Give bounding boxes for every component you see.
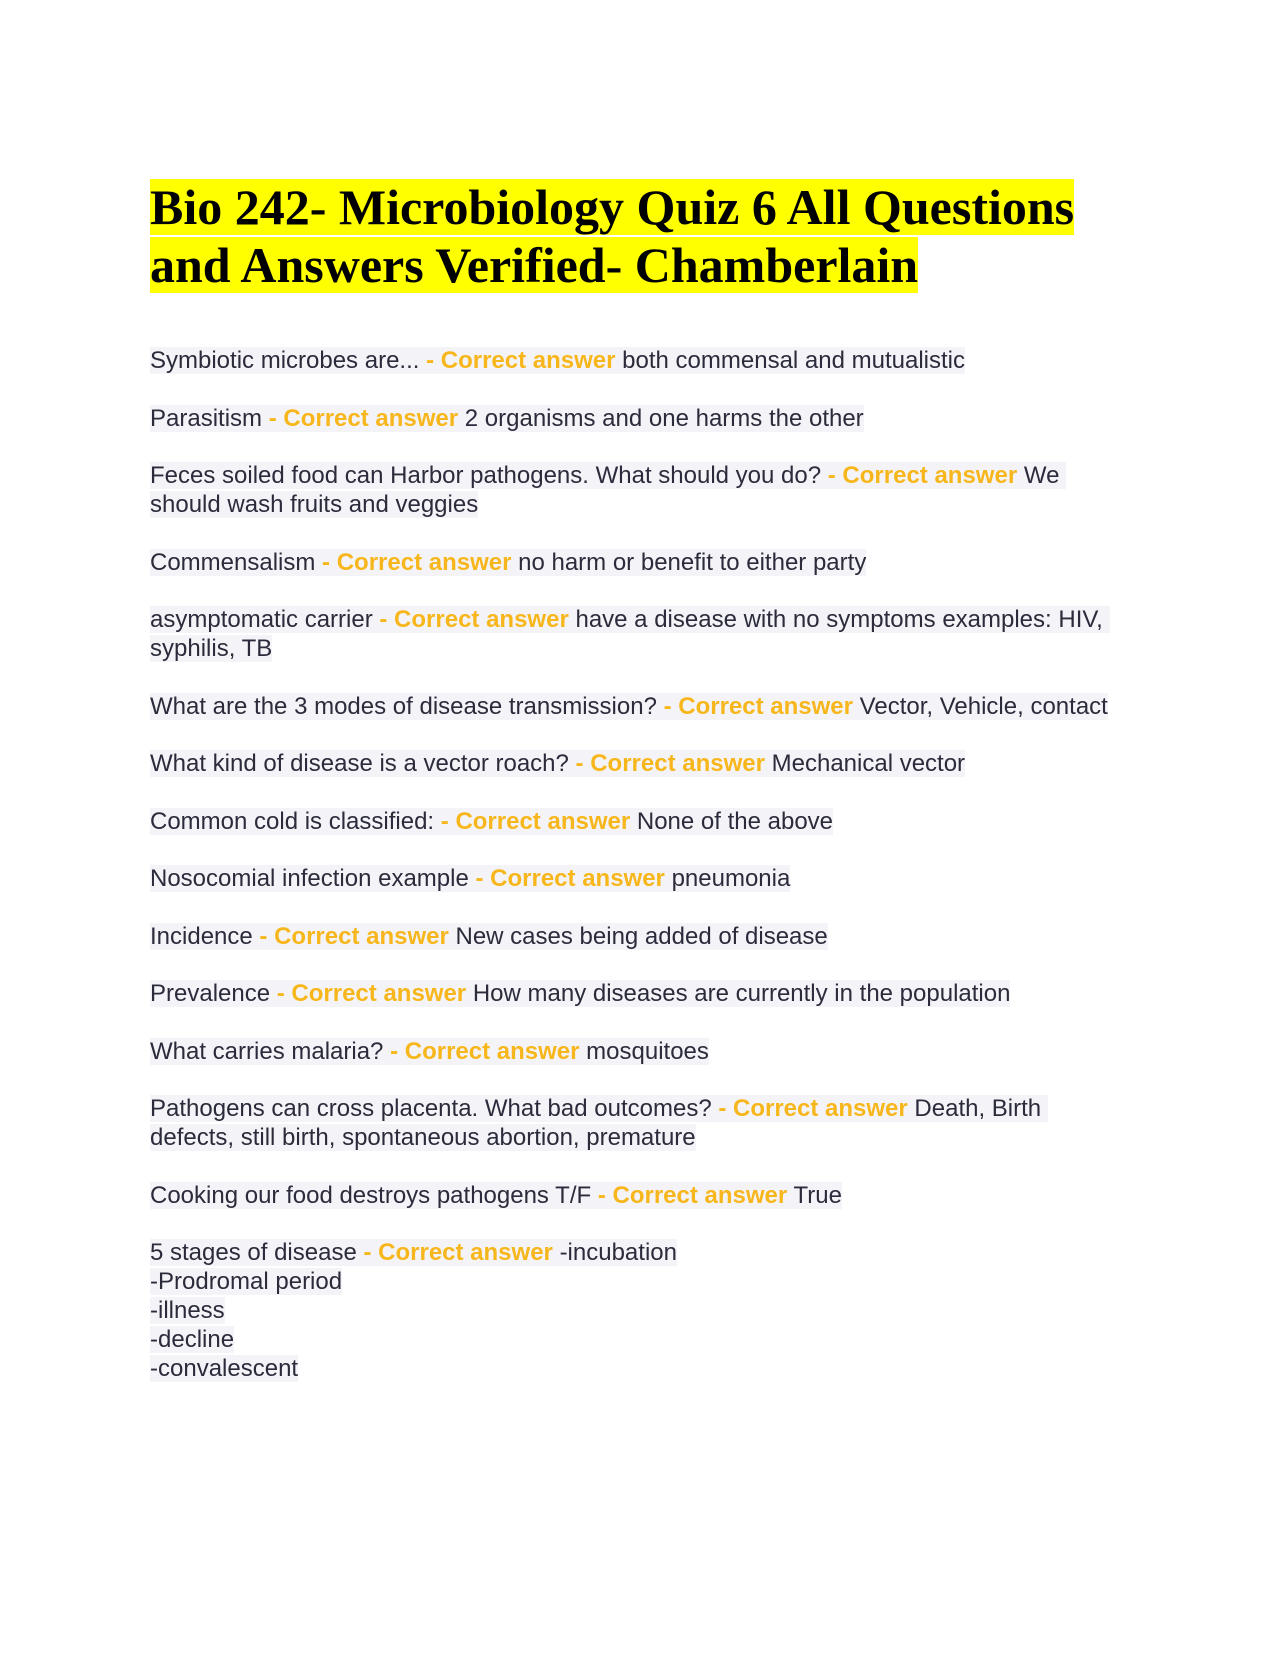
question-text: Parasitism (150, 404, 263, 432)
qa-text (150, 980, 1010, 1007)
qa-text (150, 405, 864, 432)
correct-answer-marker: - Correct answer (322, 548, 512, 576)
answer-extra-line (150, 1296, 1120, 1325)
correct-answer-marker: - Correct answer (276, 980, 467, 1007)
qa-item (150, 548, 1120, 577)
answer-extra-line (150, 1325, 1120, 1354)
answer-extra-line-text: -decline (150, 1326, 235, 1353)
qa-item (150, 346, 1120, 375)
answer-text: mosquitoes (586, 1037, 709, 1065)
qa-item (150, 922, 1120, 951)
question-text: Pathogens can cross placenta. What bad outcomes? (150, 1095, 712, 1122)
correct-answer-marker: - Correct answer (379, 606, 569, 633)
answer-text: pneumonia (671, 865, 791, 892)
correct-answer-marker: - Correct answer (259, 922, 449, 950)
correct-answer-marker: - Correct answer (475, 865, 665, 892)
qa-text (150, 1095, 1048, 1151)
qa-item (150, 461, 1120, 519)
answer-text: no harm or benefit to either party (518, 548, 867, 576)
qa-text (150, 923, 828, 950)
answer-text: have a disease with no symptoms examples: HIV, syphilis, TB (150, 606, 1110, 662)
answer-text: 2 organisms and one harms the other (464, 404, 864, 432)
question-text: Commensalism (150, 548, 316, 576)
question-text: Incidence (150, 922, 253, 950)
qa-item (150, 692, 1120, 721)
question-text: Nosocomial infection example (150, 865, 469, 892)
qa-text (150, 865, 790, 892)
answer-text: We should wash fruits and veggies (150, 462, 1067, 518)
question-text: Cooking our food destroys pathogens T/F (150, 1181, 592, 1209)
question-text: What carries malaria? (150, 1037, 384, 1065)
answer-extra-line-text: -Prodromal period (150, 1268, 343, 1295)
title-line-2: and Answers Verified- Chamberlain (150, 237, 919, 293)
qa-text (150, 693, 1108, 720)
qa-item (150, 1181, 1120, 1210)
qa-item (150, 605, 1120, 663)
answer-text: New cases being added of disease (455, 922, 828, 950)
qa-item (150, 404, 1120, 433)
qa-text (150, 808, 833, 835)
qa-item (150, 1037, 1120, 1066)
qa-text (150, 462, 1066, 518)
qa-list (150, 346, 1120, 1383)
question-text: asymptomatic carrier (150, 606, 373, 633)
qa-text (150, 1038, 709, 1065)
correct-answer-marker: - Correct answer (390, 1037, 580, 1065)
qa-text (150, 1182, 842, 1209)
qa-item (150, 749, 1120, 778)
correct-answer-marker: - Correct answer (718, 1095, 908, 1122)
correct-answer-marker: - Correct answer (663, 692, 853, 720)
correct-answer-marker: - Correct answer (597, 1181, 788, 1209)
qa-item (150, 864, 1120, 893)
question-text: What are the 3 modes of disease transmission? (150, 692, 657, 720)
title-line-1: Bio 242- Microbiology Quiz 6 All Questions (150, 179, 1075, 235)
question-text: Symbiotic microbes are... (150, 347, 420, 374)
qa-text (150, 347, 965, 374)
answer-text: Vector, Vehicle, contact (859, 692, 1108, 720)
qa-item (150, 807, 1120, 836)
qa-item (150, 1238, 1120, 1383)
answer-text: -incubation (559, 1239, 677, 1266)
qa-text (150, 1239, 677, 1266)
correct-answer-marker: - Correct answer (363, 1239, 553, 1266)
qa-text (150, 606, 1110, 662)
question-text: Prevalence (150, 980, 271, 1007)
correct-answer-marker: - Correct answer (426, 347, 616, 374)
answer-text: Mechanical vector (771, 750, 966, 777)
qa-item (150, 979, 1120, 1008)
question-text: 5 stages of disease (150, 1239, 357, 1266)
qa-text (150, 750, 965, 777)
correct-answer-marker: - Correct answer (827, 462, 1018, 489)
question-text: Common cold is classified: (150, 807, 435, 835)
answer-text: How many diseases are currently in the population (472, 980, 1011, 1007)
answer-extra-line (150, 1354, 1120, 1383)
answer-text: both commensal and mutualistic (622, 347, 966, 374)
answer-text: None of the above (636, 807, 834, 835)
answer-text: True (793, 1181, 842, 1209)
qa-item (150, 1094, 1120, 1152)
correct-answer-marker: - Correct answer (575, 750, 765, 777)
correct-answer-marker: - Correct answer (440, 807, 631, 835)
answer-text: Death, Birth defects, still birth, spontaneous abortion, premature (150, 1095, 1048, 1151)
answer-extra-line (150, 1267, 1120, 1296)
answer-extra-line-text: -illness (150, 1297, 225, 1324)
question-text: What kind of disease is a vector roach? (150, 750, 569, 777)
question-text: Feces soiled food can Harbor pathogens. What should you do? (150, 462, 822, 489)
answer-extra-line-text: -convalescent (150, 1355, 299, 1382)
document-page (150, 178, 1120, 1412)
document-title (150, 178, 1120, 294)
correct-answer-marker: - Correct answer (268, 404, 459, 432)
qa-text (150, 549, 866, 576)
